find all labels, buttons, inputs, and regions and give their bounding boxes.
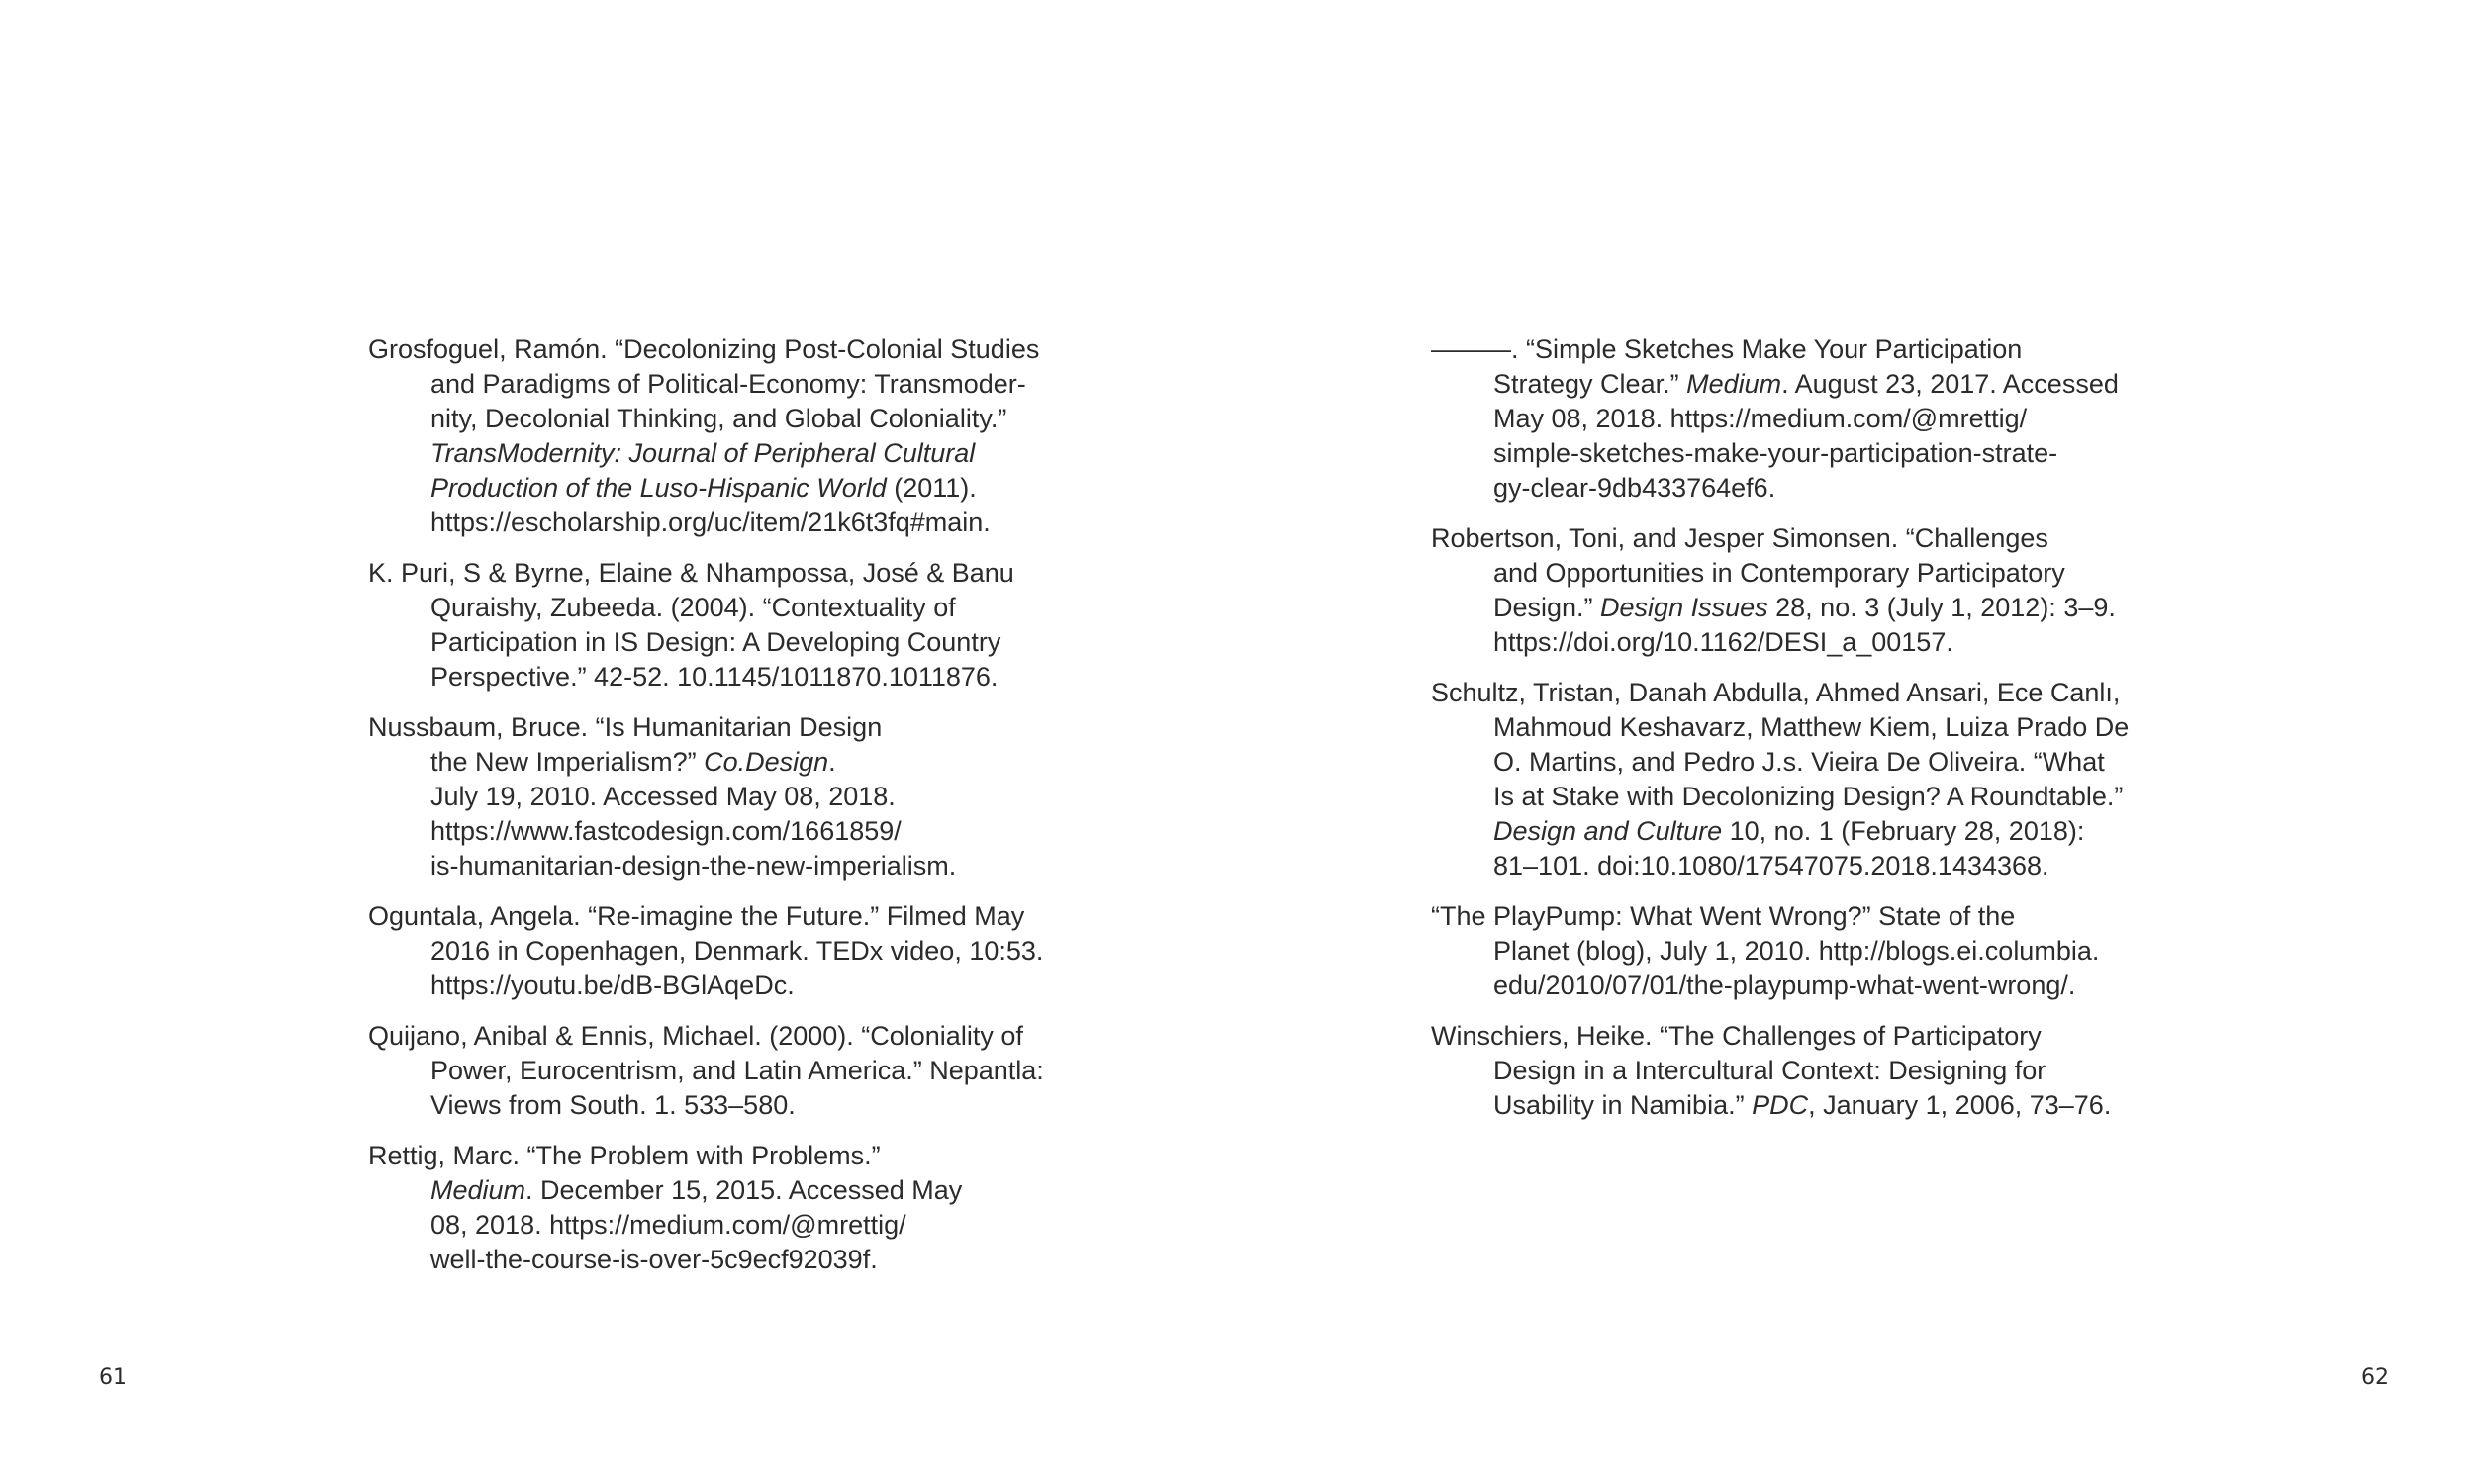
- entry-text: simple-sketches-make-your-participation-strate-: [1493, 438, 2058, 468]
- entry-line: [1431, 332, 2143, 367]
- entry-line: [368, 332, 1081, 367]
- entry-text: Views from South. 1. 533–580.: [430, 1090, 796, 1120]
- entry-line: [1493, 849, 2143, 883]
- entry-line: [430, 814, 1081, 849]
- entry-line: [368, 556, 1081, 591]
- page-number-left: 61: [99, 1365, 127, 1390]
- entry-line: [1493, 780, 2143, 814]
- entry-text: Quraishy, Zubeeda. (2004). “Contextuality of: [430, 593, 956, 622]
- entry-text: Mahmoud Keshavarz, Matthew Kiem, Luiza Prado De: [1493, 712, 2130, 742]
- entry-line: [430, 1088, 1081, 1123]
- entry-line: [1493, 1054, 2143, 1088]
- entry-text: . August 23, 2017. Accessed: [1781, 369, 2119, 399]
- entry-line: [1431, 676, 2143, 710]
- entry-text: Power, Eurocentrism, and Latin America.” Nepantla:: [430, 1056, 1044, 1085]
- entry-text: the New Imperialism?”: [430, 747, 705, 777]
- entry-text: Robertson, Toni, and Jesper Simonsen. “Challenges: [1431, 523, 2048, 553]
- entry-text: 08, 2018. https://medium.com/@mrettig/: [430, 1210, 906, 1240]
- entry-text: and Opportunities in Contemporary Participatory: [1493, 558, 2065, 588]
- entry-text: (2011).: [886, 473, 977, 503]
- entry-line: [430, 780, 1081, 814]
- entry-line: [368, 899, 1081, 934]
- entry-line: [1493, 436, 2143, 471]
- entry-line: [430, 471, 1081, 506]
- entry-line: [1493, 367, 2143, 402]
- entry-line: [430, 367, 1081, 402]
- bibliography-entry: [1431, 676, 2143, 883]
- entry-line: [368, 1019, 1081, 1054]
- bibliography-entry: [368, 1019, 1081, 1123]
- entry-line: [430, 506, 1081, 540]
- entry-text: Usability in Namibia.”: [1493, 1090, 1753, 1120]
- entry-text: is-humanitarian-design-the-new-imperialism.: [430, 851, 957, 881]
- italic-title: Production of the Luso-Hispanic World: [430, 473, 887, 503]
- entry-line: [430, 849, 1081, 883]
- entry-text: 81–101. doi:10.1080/17547075.2018.1434368.: [1493, 851, 2049, 881]
- entry-text: Quijano, Anibal & Ennis, Michael. (2000). “Coloniality of: [368, 1021, 1023, 1051]
- bibliography-entry: [368, 710, 1081, 883]
- entry-line: [430, 969, 1081, 1003]
- entry-text: gy-clear-9db433764ef6.: [1493, 473, 1776, 503]
- entry-line: [1431, 521, 2143, 556]
- entry-text: K. Puri, S & Byrne, Elaine & Nhampossa, José & Banu: [368, 558, 1014, 588]
- entry-text: Is at Stake with Decolonizing Design? A Roundtable.”: [1493, 782, 2124, 811]
- italic-title: Design and Culture: [1493, 816, 1723, 846]
- entry-text: Winschiers, Heike. “The Challenges of Participatory: [1431, 1021, 2042, 1051]
- entry-line: [430, 660, 1081, 695]
- entry-text: Planet (blog), July 1, 2010. http://blogs.ei.columbia.: [1493, 936, 2100, 966]
- entry-text: and Paradigms of Political-Economy: Transmoder-: [430, 369, 1026, 399]
- entry-text: .: [828, 747, 836, 777]
- entry-text: https://escholarship.org/uc/item/21k6t3fq#main.: [430, 508, 991, 537]
- entry-line: [430, 745, 1081, 780]
- entry-line: [1493, 402, 2143, 436]
- entry-text: Design in a Intercultural Context: Designing for: [1493, 1056, 2046, 1085]
- italic-title: Medium: [1686, 369, 1782, 399]
- entry-text: Rettig, Marc. “The Problem with Problems.”: [368, 1141, 881, 1170]
- bibliography-entry: [1431, 332, 2143, 506]
- entry-text: https://doi.org/10.1162/DESI_a_00157.: [1493, 627, 1953, 657]
- entry-line: [430, 436, 1081, 471]
- entry-text: . December 15, 2015. Accessed May: [525, 1175, 963, 1205]
- entry-line: [1493, 625, 2143, 660]
- entry-text: “The PlayPump: What Went Wrong?” State of the: [1431, 901, 2016, 931]
- italic-title: TransModernity: Journal of Peripheral Cultural: [430, 438, 976, 468]
- entry-line: [430, 1208, 1081, 1243]
- bibliography-left-column: [368, 332, 1081, 1293]
- bibliography-right-column: [1431, 332, 2143, 1139]
- entry-text: ———. “Simple Sketches Make Your Participation: [1431, 334, 2023, 364]
- entry-line: [1493, 591, 2143, 625]
- entry-line: [430, 1054, 1081, 1088]
- italic-title: Design Issues: [1600, 593, 1768, 622]
- page-number-right: 62: [2361, 1365, 2389, 1390]
- entry-line: [1431, 1019, 2143, 1054]
- entry-text: Strategy Clear.”: [1493, 369, 1687, 399]
- bibliography-entry: [368, 1139, 1081, 1277]
- entry-line: [1493, 814, 2143, 849]
- entry-text: well-the-course-is-over-5c9ecf92039f.: [430, 1245, 878, 1274]
- entry-text: edu/2010/07/01/the-playpump-what-went-wrong/.: [1493, 971, 2076, 1000]
- entry-text: Oguntala, Angela. “Re-imagine the Future.” Filmed May: [368, 901, 1025, 931]
- entry-text: May 08, 2018. https://medium.com/@mrettig/: [1493, 404, 2028, 433]
- entry-line: [430, 402, 1081, 436]
- entry-line: [1493, 710, 2143, 745]
- entry-text: Participation in IS Design: A Developing Country: [430, 627, 1001, 657]
- bibliography-entry: [368, 556, 1081, 695]
- italic-title: Medium: [430, 1175, 526, 1205]
- entry-line: [368, 1139, 1081, 1173]
- bibliography-entry: [1431, 1019, 2143, 1123]
- entry-line: [1493, 471, 2143, 506]
- entry-line: [1493, 745, 2143, 780]
- bibliography-entry: [1431, 521, 2143, 660]
- italic-title: Co.Design: [704, 747, 829, 777]
- entry-line: [1493, 969, 2143, 1003]
- bibliography-entry: [368, 332, 1081, 540]
- bibliography-entry: [1431, 899, 2143, 1003]
- entry-line: [368, 710, 1081, 745]
- entry-line: [1493, 934, 2143, 969]
- entry-text: 10, no. 1 (February 28, 2018):: [1722, 816, 2085, 846]
- entry-text: 2016 in Copenhagen, Denmark. TEDx video, 10:53.: [430, 936, 1044, 966]
- entry-line: [430, 1173, 1081, 1208]
- entry-text: Grosfoguel, Ramón. “Decolonizing Post-Colonial Studies: [368, 334, 1040, 364]
- italic-title: PDC: [1752, 1090, 1809, 1120]
- entry-line: [430, 591, 1081, 625]
- entry-text: , January 1, 2006, 73–76.: [1808, 1090, 2112, 1120]
- entry-text: nity, Decolonial Thinking, and Global Coloniality.”: [430, 404, 1007, 433]
- entry-text: Design.”: [1493, 593, 1601, 622]
- entry-text: July 19, 2010. Accessed May 08, 2018.: [430, 782, 896, 811]
- entry-text: https://www.fastcodesign.com/1661859/: [430, 816, 902, 846]
- entry-text: 28, no. 3 (July 1, 2012): 3–9.: [1767, 593, 2116, 622]
- entry-line: [430, 934, 1081, 969]
- entry-text: Perspective.” 42-52. 10.1145/1011870.1011876.: [430, 662, 999, 692]
- bibliography-entry: [368, 899, 1081, 1003]
- entry-line: [1493, 556, 2143, 591]
- entry-text: https://youtu.be/dB-BGlAqeDc.: [430, 971, 795, 1000]
- entry-line: [1493, 1088, 2143, 1123]
- entry-line: [430, 625, 1081, 660]
- entry-line: [430, 1243, 1081, 1277]
- entry-text: Nussbaum, Bruce. “Is Humanitarian Design: [368, 712, 883, 742]
- entry-text: Schultz, Tristan, Danah Abdulla, Ahmed Ansari, Ece Canlı,: [1431, 678, 2121, 707]
- entry-line: [1431, 899, 2143, 934]
- entry-text: O. Martins, and Pedro J.s. Vieira De Oliveira. “What: [1493, 747, 2105, 777]
